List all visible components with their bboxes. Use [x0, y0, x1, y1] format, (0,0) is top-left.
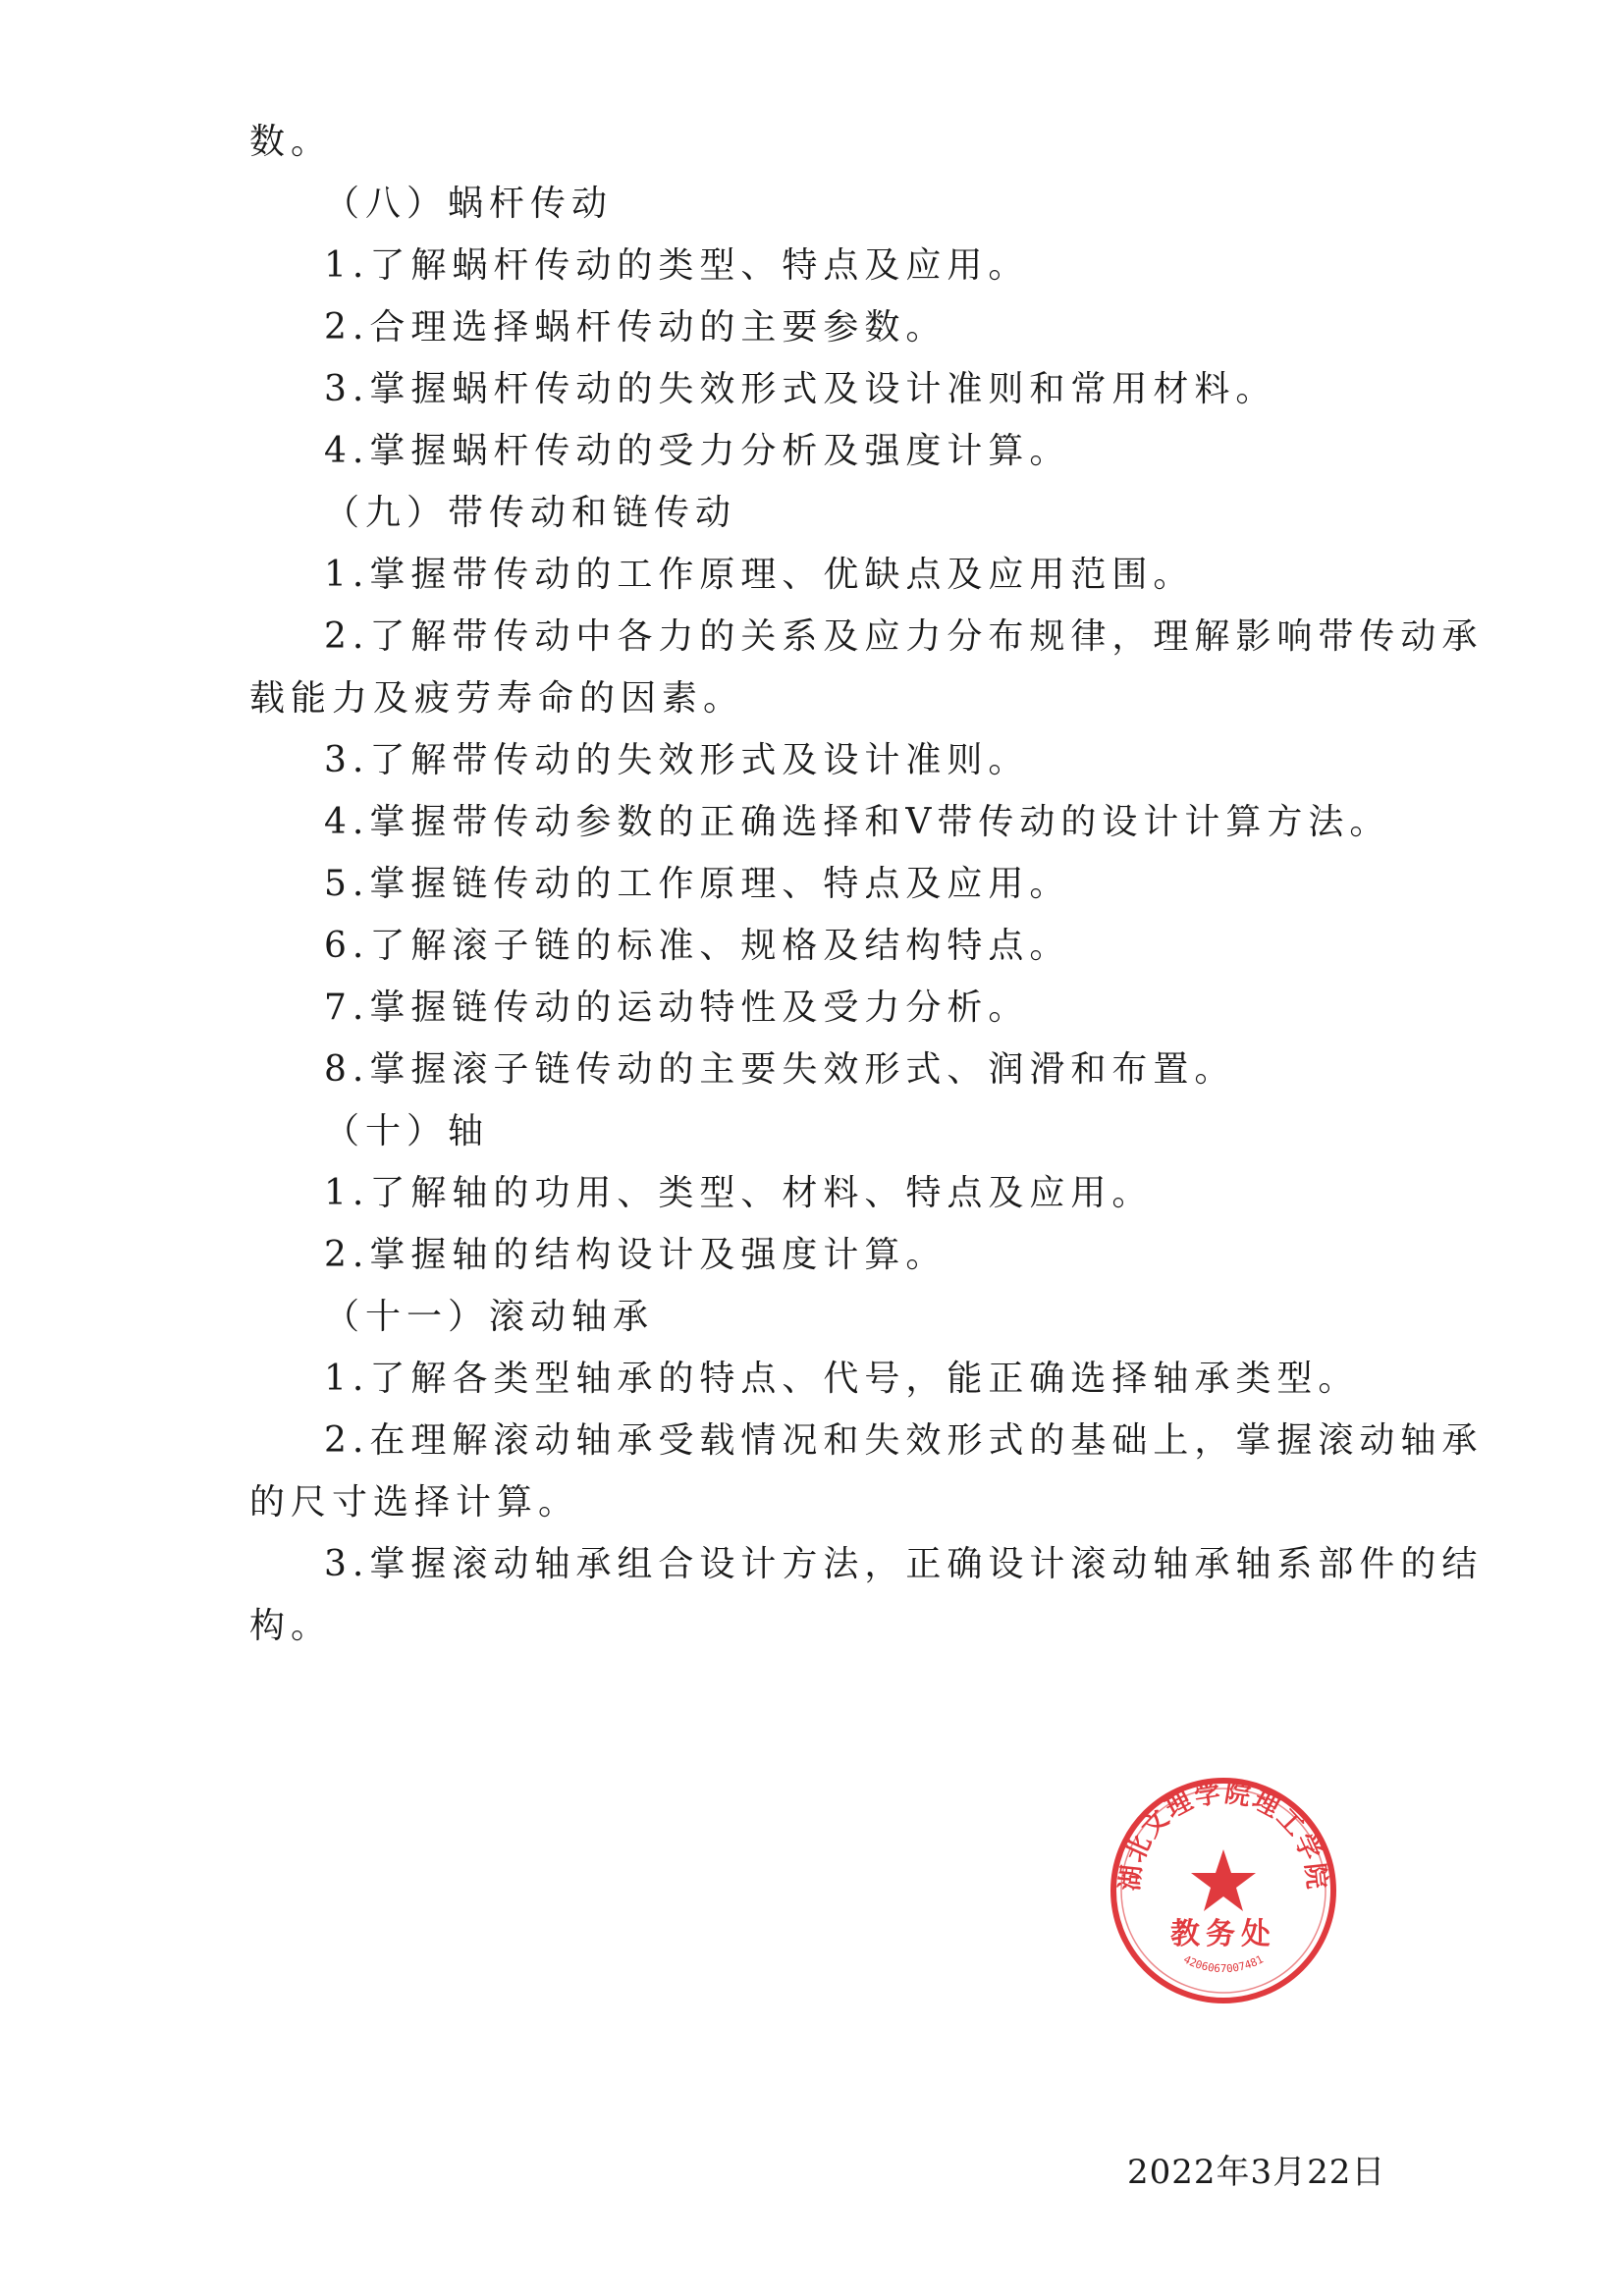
seal-star-icon [1191, 1849, 1256, 1911]
seal-code: 4206067007481 [1181, 1952, 1266, 1976]
list-item: 4.掌握蜗杆传动的受力分析及强度计算。 [324, 431, 1071, 471]
list-item: 1.了解轴的功用、类型、材料、特点及应用。 [324, 1173, 1154, 1213]
list-item: 2.在理解滚动轴承受载情况和失效形式的基础上，掌握滚动轴承 [324, 1420, 1484, 1461]
list-item: 7.掌握链传动的运动特性及受力分析。 [324, 988, 1030, 1028]
list-item-continuation: 构。 [249, 1606, 333, 1646]
section-heading: （九）带传动和链传动 [324, 493, 737, 533]
list-item: 2.掌握轴的结构设计及强度计算。 [324, 1235, 947, 1275]
list-item: 2.合理选择蜗杆传动的主要参数。 [324, 307, 947, 347]
list-item: 5.掌握链传动的工作原理、特点及应用。 [324, 864, 1071, 904]
list-item: 3.掌握蜗杆传动的失效形式及设计准则和常用材料。 [324, 369, 1277, 409]
document-date: 2022年3月22日 [1127, 2153, 1386, 2192]
list-item: 3.掌握滚动轴承组合设计方法，正确设计滚动轴承轴系部件的结 [324, 1544, 1484, 1584]
list-item: 2.了解带传动中各力的关系及应力分布规律，理解影响带传动承 [324, 616, 1484, 657]
section-heading: （十一）滚动轴承 [324, 1297, 655, 1337]
list-item: 1.掌握带传动的工作原理、优缺点及应用范围。 [324, 555, 1195, 595]
list-item: 4.掌握带传动参数的正确选择和V带传动的设计计算方法。 [324, 802, 1391, 842]
list-item-continuation: 的尺寸选择计算。 [249, 1482, 580, 1522]
section-heading: （十）轴 [324, 1111, 490, 1151]
section-heading: （八）蜗杆传动 [324, 184, 614, 224]
list-item: 6.了解滚子链的标准、规格及结构特点。 [324, 926, 1071, 966]
list-item: 8.掌握滚子链传动的主要失效形式、润滑和布置。 [324, 1049, 1236, 1090]
official-seal [1108, 1775, 1339, 2006]
list-item: 1.了解各类型轴承的特点、代号，能正确选择轴承类型。 [324, 1359, 1360, 1399]
text-line: 数。 [249, 122, 333, 162]
list-item-continuation: 载能力及疲劳寿命的因素。 [249, 678, 745, 719]
list-item: 3.了解带传动的失效形式及设计准则。 [324, 740, 1030, 780]
seal-ring-text: 湖北文理学院理工学院 [1115, 1778, 1331, 1893]
seal-center-text: 教务处 [1170, 1917, 1276, 1951]
list-item: 1.了解蜗杆传动的类型、特点及应用。 [324, 245, 1030, 286]
